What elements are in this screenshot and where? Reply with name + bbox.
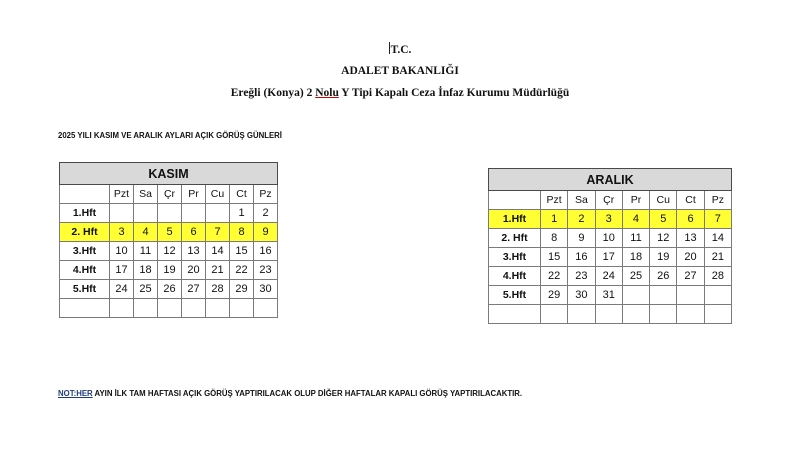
weekday-header: Pr (182, 185, 206, 204)
calendar-week-row (489, 229, 732, 248)
weekday-header: Pz (254, 185, 278, 204)
day-cell: 16 (254, 242, 278, 261)
week-label: 5.Hft (60, 280, 110, 299)
day-cell: 10 (595, 229, 622, 248)
day-cell (704, 286, 731, 305)
day-cell: 4 (622, 210, 649, 229)
day-cell: 21 (704, 248, 731, 267)
document-subtitle: 2025 YILI KASIM VE ARALIK AYLARI AÇIK GÖRÜŞ GÜNLERİ (58, 131, 282, 140)
day-cell: 6 (182, 223, 206, 242)
day-cell: 9 (568, 229, 595, 248)
day-cell: 20 (182, 261, 206, 280)
day-cell: 9 (254, 223, 278, 242)
day-cell: 22 (230, 261, 254, 280)
day-cell (650, 305, 677, 324)
calendar-month-title: KASIM (60, 163, 278, 185)
day-cell (541, 305, 568, 324)
day-cell: 22 (541, 267, 568, 286)
weekday-header: Cu (650, 191, 677, 210)
day-cell: 6 (677, 210, 704, 229)
day-cell: 29 (230, 280, 254, 299)
note-prefix: NOT:HER (58, 389, 93, 398)
day-cell: 25 (622, 267, 649, 286)
day-cell: 28 (206, 280, 230, 299)
day-cell: 3 (595, 210, 622, 229)
day-cell: 1 (230, 204, 254, 223)
day-cell: 7 (704, 210, 731, 229)
day-cell: 11 (134, 242, 158, 261)
header-institution-pre: Ereğli (Konya) 2 (230, 87, 316, 99)
calendar-week-row (489, 305, 732, 324)
day-cell: 14 (206, 242, 230, 261)
footer-note (58, 389, 522, 398)
day-cell (677, 305, 704, 324)
week-label: 2. Hft (489, 229, 541, 248)
note-text: AYIN İLK TAM HAFTASI AÇIK GÖRÜŞ YAPTIRILACAK OLUP DİĞER HAFTALAR KAPALI GÖRÜŞ YAPTIRILACAKTIR. (92, 389, 523, 398)
day-cell (254, 299, 278, 318)
day-cell: 5 (158, 223, 182, 242)
calendar-week-row (489, 267, 732, 286)
week-label: 3.Hft (489, 248, 541, 267)
day-cell (650, 286, 677, 305)
week-label (489, 305, 541, 324)
day-cell: 23 (254, 261, 278, 280)
calendar-week-row (60, 223, 278, 242)
day-cell: 23 (568, 267, 595, 286)
day-cell: 12 (158, 242, 182, 261)
calendar-weekday-row (60, 185, 278, 204)
day-cell: 18 (622, 248, 649, 267)
day-cell (158, 299, 182, 318)
calendar-month-title: ARALIK (489, 169, 732, 191)
day-cell: 26 (650, 267, 677, 286)
calendar-title-row (60, 163, 278, 185)
day-cell: 29 (541, 286, 568, 305)
weekday-header: Sa (134, 185, 158, 204)
week-label: 1.Hft (489, 210, 541, 229)
calendar-week-row (60, 299, 278, 318)
day-cell: 31 (595, 286, 622, 305)
calendar-week-row (489, 286, 732, 305)
day-cell (704, 305, 731, 324)
day-cell: 3 (110, 223, 134, 242)
day-cell: 19 (650, 248, 677, 267)
week-label: 4.Hft (489, 267, 541, 286)
header-tc-text: T.C. (390, 44, 412, 56)
weekday-header: Çr (595, 191, 622, 210)
day-cell: 13 (182, 242, 206, 261)
week-label: 5.Hft (489, 286, 541, 305)
day-cell (206, 299, 230, 318)
calendar-weekday-row (489, 191, 732, 210)
header-institution-post: Y Tipi Kapalı Ceza İnfaz Kurumu Müdürlüğü (338, 87, 570, 99)
week-label (60, 299, 110, 318)
calendar-week-row (60, 204, 278, 223)
day-cell (206, 204, 230, 223)
day-cell: 28 (704, 267, 731, 286)
day-cell: 30 (254, 280, 278, 299)
day-cell (110, 299, 134, 318)
week-label: 4.Hft (60, 261, 110, 280)
calendar-week-row (489, 210, 732, 229)
weekday-header: Pr (622, 191, 649, 210)
day-cell: 4 (134, 223, 158, 242)
calendar-kasim (59, 162, 279, 327)
day-cell (134, 299, 158, 318)
header-ministry: ADALET BAKANLIĞI (341, 65, 459, 77)
day-cell: 8 (230, 223, 254, 242)
day-cell: 12 (650, 229, 677, 248)
day-cell: 25 (134, 280, 158, 299)
calendar-week-row (489, 248, 732, 267)
day-cell: 1 (541, 210, 568, 229)
day-cell: 16 (568, 248, 595, 267)
day-cell: 10 (110, 242, 134, 261)
day-cell (182, 204, 206, 223)
day-cell: 30 (568, 286, 595, 305)
header-institution (0, 87, 800, 99)
weekday-header: Ct (677, 191, 704, 210)
calendar-week-row (60, 242, 278, 261)
weekday-header: Çr (158, 185, 182, 204)
day-cell: 19 (158, 261, 182, 280)
calendar-aralik (488, 168, 724, 328)
day-cell (134, 204, 158, 223)
day-cell: 20 (677, 248, 704, 267)
day-cell (158, 204, 182, 223)
calendar-corner-cell (489, 191, 541, 210)
day-cell: 17 (110, 261, 134, 280)
day-cell: 24 (110, 280, 134, 299)
header-tc (0, 42, 800, 56)
day-cell (622, 305, 649, 324)
weekday-header: Sa (568, 191, 595, 210)
day-cell: 7 (206, 223, 230, 242)
weekday-header: Cu (206, 185, 230, 204)
day-cell (677, 286, 704, 305)
day-cell: 15 (541, 248, 568, 267)
day-cell: 5 (650, 210, 677, 229)
day-cell (110, 204, 134, 223)
weekday-header: Pzt (541, 191, 568, 210)
day-cell (182, 299, 206, 318)
day-cell: 17 (595, 248, 622, 267)
day-cell: 21 (206, 261, 230, 280)
day-cell: 18 (134, 261, 158, 280)
text-cursor (389, 42, 390, 54)
calendar-title-row (489, 169, 732, 191)
day-cell: 15 (230, 242, 254, 261)
day-cell: 27 (677, 267, 704, 286)
day-cell: 13 (677, 229, 704, 248)
day-cell: 2 (254, 204, 278, 223)
calendar-week-row (60, 261, 278, 280)
day-cell (568, 305, 595, 324)
day-cell: 27 (182, 280, 206, 299)
calendar-corner-cell (60, 185, 110, 204)
day-cell: 24 (595, 267, 622, 286)
day-cell (230, 299, 254, 318)
day-cell: 11 (622, 229, 649, 248)
day-cell (595, 305, 622, 324)
weekday-header: Pzt (110, 185, 134, 204)
day-cell: 2 (568, 210, 595, 229)
weekday-header: Pz (704, 191, 731, 210)
day-cell: 26 (158, 280, 182, 299)
day-cell: 14 (704, 229, 731, 248)
calendar-week-row (60, 280, 278, 299)
day-cell: 8 (541, 229, 568, 248)
week-label: 2. Hft (60, 223, 110, 242)
weekday-header: Ct (230, 185, 254, 204)
day-cell (622, 286, 649, 305)
week-label: 1.Hft (60, 204, 110, 223)
spellcheck-word: Nolu (315, 87, 339, 99)
week-label: 3.Hft (60, 242, 110, 261)
